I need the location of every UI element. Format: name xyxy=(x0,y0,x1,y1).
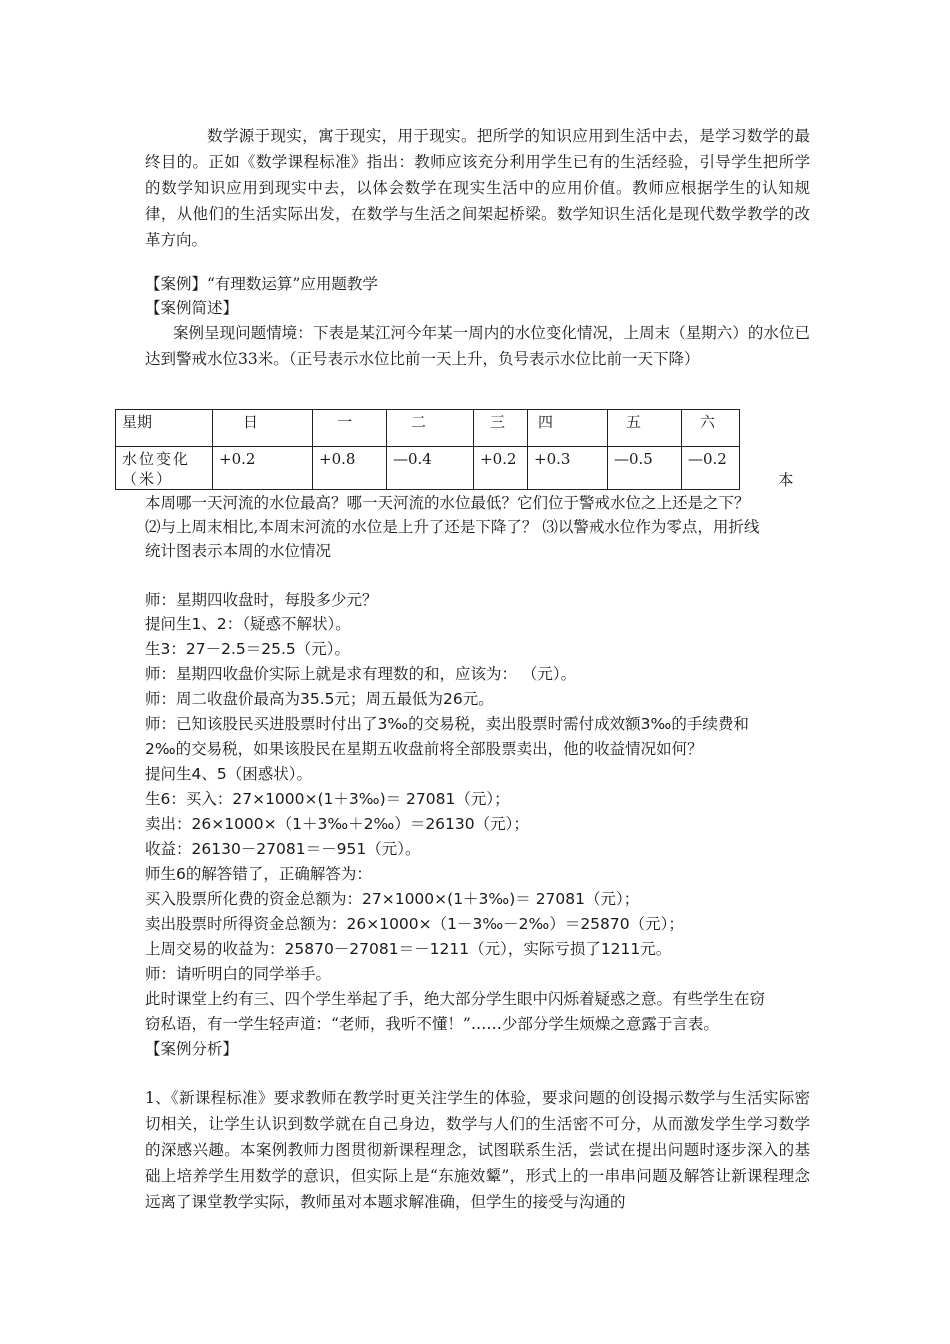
table-cell: 水位变化（米） xyxy=(116,447,213,490)
case-brief-heading: 【案例简述】 xyxy=(145,299,239,317)
dialogue-line: 收益：26130－27081＝－951（元）。 xyxy=(145,840,421,858)
table-cell: —0.2 xyxy=(682,447,740,490)
table-cell: 五 xyxy=(608,410,682,447)
table-header-row xyxy=(116,410,740,447)
dialogue-line: 卖出：26×1000×（1＋3‰＋2‰）＝26130（元）； xyxy=(145,815,529,833)
dialogue-line: 师：已知该股民买进股票时付出了3‰的交易税，卖出股票时需付成效额3‰的手续费和 xyxy=(145,715,749,733)
case-title: 【案例】“有理数运算”应用题教学 xyxy=(145,275,378,293)
analysis-paragraph: 1、《新课程标准》要求教师在教学时更关注学生的体验，要求问题的创设揭示数学与生活实际密切相关，让学生认识到数学就在自己身边，数学与人们的生活密不可分，从而激发学生学习数学的深感兴趣。本案例教师力图贯彻新课程理念，试图联系生活，尝试在提出问题时逐步深入的基础上培养学生用数学的意识，但实际上是“东施效颦”，形式上的一串串问题及解答让新课程理念远离了课堂教学实际，教师虽对本题求解准确，但学生的接受与沟通的 xyxy=(145,1089,810,1211)
table-cell: 二 xyxy=(387,410,474,447)
dialogue-line: 上周交易的收益为：25870－27081＝－1211（元），实际亏损了1211元。 xyxy=(145,940,672,958)
dialogue-line: 生3：27－2.5＝25.5（元）。 xyxy=(145,640,350,658)
table-data-row xyxy=(116,447,740,490)
dialogue-line: 师：周二收盘价最高为35.5元；周五最低为26元。 xyxy=(145,690,494,708)
dialogue-line: 卖出股票时所得资金总额为：26×1000×（1－3‰－2‰）＝25870（元）； xyxy=(145,915,684,933)
table-cell: 星期 xyxy=(116,410,213,447)
dialogue-line: 提问生4、5（困惑状）。 xyxy=(145,765,312,783)
dialogue-line: 提问生1、2：（疑惑不解状）。 xyxy=(145,615,351,633)
dialogue-line: 师生6的解答错了，正确解答为： xyxy=(145,865,372,883)
stray-character: 本 xyxy=(778,471,794,489)
table-cell: 日 xyxy=(213,410,313,447)
dialogue-line: 窃私语，有一学生轻声道：“老师，我听不懂！”……少部分学生烦燥之意露于言表。 xyxy=(145,1015,719,1033)
dialogue-line: 师：星期四收盘价实际上就是求有理数的和，应该为： （元）。 xyxy=(145,665,577,683)
analysis-heading: 【案例分析】 xyxy=(145,1040,239,1058)
table-cell: —0.5 xyxy=(608,447,682,490)
dialogue-line: 师：请听明白的同学举手。 xyxy=(145,965,332,983)
table-cell: +0.2 xyxy=(213,447,313,490)
table-cell: 三 xyxy=(474,410,528,447)
table-cell: +0.3 xyxy=(528,447,608,490)
dialogue-line: 师：星期四收盘时，每股多少元？ xyxy=(145,591,378,609)
question-line: 本周哪一天河流的水位最高？哪一天河流的水位最低？它们位于警戒水位之上还是之下？ xyxy=(145,494,750,512)
table-cell: 六 xyxy=(682,410,740,447)
table-cell: +0.8 xyxy=(313,447,387,490)
water-level-table xyxy=(115,409,740,490)
table-cell: —0.4 xyxy=(387,447,474,490)
dialogue-line: 此时课堂上约有三、四个学生举起了手，绝大部分学生眼中闪烁着疑惑之意。有些学生在窃 xyxy=(145,990,766,1008)
question-line: 统计图表示本周的水位情况 xyxy=(145,542,332,560)
table-cell: 四 xyxy=(528,410,608,447)
intro-paragraph: 数学源于现实，寓于现实，用于现实。把所学的知识应用到生活中去，是学习数学的最终目的。正如《数学课程标准》指出：教师应该充分利用学生已有的生活经验，引导学生把所学的数学知识应用到现实中去，以体会数学在现实生活中的应用价值。教师应根据学生的认知规律，从他们的生活实际出发，在数学与生活之间架起桥梁。数学知识生活化是现代数学教学的改革方向。 xyxy=(145,127,810,249)
table-cell: +0.2 xyxy=(474,447,528,490)
dialogue-line: 买入股票所化费的资金总额为：27×1000×(1＋3‰)＝ 27081（元）； xyxy=(145,890,640,908)
case-intro-paragraph: 案例呈现问题情境：下表是某江河今年某一周内的水位变化情况，上周末（星期六）的水位已达到警戒水位33米。（正号表示水位比前一天上升，负号表示水位比前一天下降） xyxy=(145,324,810,368)
question-line: ⑵与上周末相比,本周末河流的水位是上升了还是下降了？ ⑶以警戒水位作为零点，用折线 xyxy=(145,518,760,536)
dialogue-line: 生6：买入：27×1000×(1＋3‰)＝ 27081（元）； xyxy=(145,790,510,808)
table-cell: 一 xyxy=(313,410,387,447)
dialogue-line: 2‰的交易税，如果该股民在星期五收盘前将全部股票卖出，他的收益情况如何？ xyxy=(145,740,703,758)
